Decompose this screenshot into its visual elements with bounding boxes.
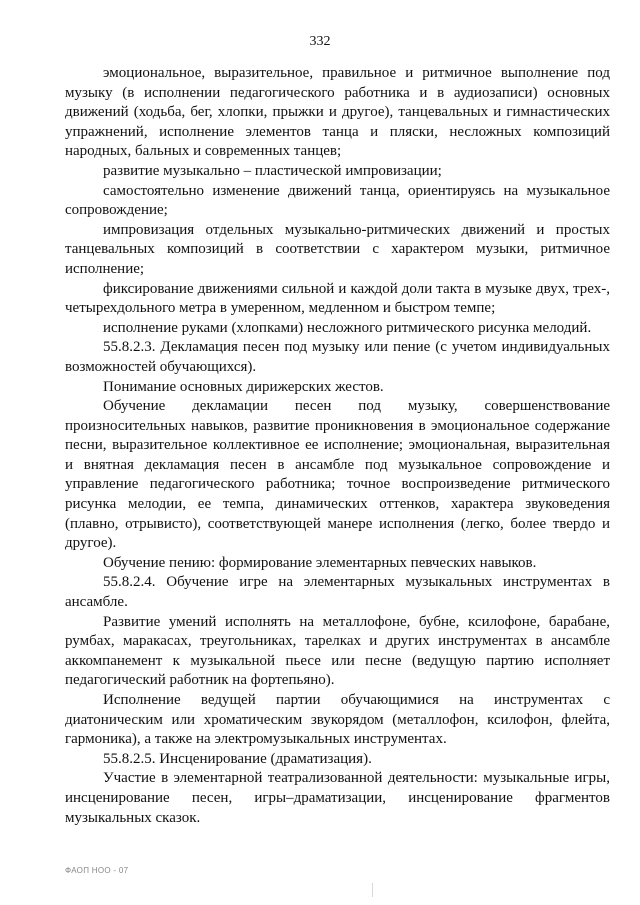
paragraph-singing-training: Обучение пению: формирование элементарных певческих навыков. (103, 554, 537, 571)
paragraph-lead-part: Исполнение ведущей партии обучающимися на инструментах с диатоническим или хроматическим звукорядом (металлофон, ксилофон, флейта, гармоника), а также на электромузыкальных инструментах. (65, 692, 610, 748)
scan-artifact (372, 883, 373, 897)
page-number: 332 (309, 34, 331, 49)
paragraph-conductor-gestures: Понимание основных дирижерских жестов. (103, 378, 384, 395)
paragraph-improvisation: развитие музыкально – пластической импровизации; (103, 162, 442, 179)
section-heading-dramatization: 55.8.2.5. Инсценирование (драматизация). (103, 750, 372, 767)
paragraph-theatre-activity: Участие в элементарной театрализованной деятельности: музыкальные игры, инсценирование песен, игры–драматизации, инсценирование фрагментов музыкальных сказок. (65, 770, 610, 826)
paragraph-meter-fixing: фиксирование движениями сильной и каждой доли такта в музыке двух, трех-, четырехдольного метра в умеренном, медленном и быстром темпе; (65, 280, 610, 317)
document-body (65, 64, 610, 828)
paragraph-dance-change: самостоятельно изменение движений танца, ориентируясь на музыкальное сопровождение; (65, 182, 610, 219)
paragraph-rhythmic-improvisation: импровизация отдельных музыкально-ритмических движений и простых танцевальных композиций в соответствии с характером музыки, ритмичное исполнение; (65, 221, 610, 277)
paragraph-movements: эмоциональное, выразительное, правильное и ритмичное выполнение под музыку (в исполнении педагогического работника и в аудиозаписи) основных движений (ходьба, бег, хлопки, прыжки и другое), танцевальных и гимнастических упражнений, исполнение элементов танца и пляски, несложных композиций народных, бальных и современных танцев; (65, 65, 610, 160)
footer-document-code: ФАОП НОО - 07 (65, 866, 129, 875)
section-heading-declamation: 55.8.2.3. Декламация песен под музыку или пение (с учетом индивидуальных возможностей обучающихся). (65, 339, 610, 375)
section-heading-instruments: 55.8.2.4. Обучение игре на элементарных музыкальных инструментах в ансамбле. (65, 574, 610, 611)
paragraph-declamation-training: Обучение декламации песен под музыку, совершенствование произносительных навыков, развитие проникновения в эмоциональное содержание песни, выразительное коллективное ее исполнение; эмоциональная, выразительная и внятная декламация песен в ансамбле под музыкальное сопровождение и управление педагогического работника; точное воспроизведение ритмического рисунка мелодии, ее темпа, динамических оттенков, характера звуковедения (плавно, отрывисто), соответствующей манере исполнения (легко, более твердо и другое). (65, 398, 610, 552)
paragraph-clapping: исполнение руками (хлопками) несложного ритмического рисунка мелодий. (103, 319, 592, 336)
paragraph-ensemble-skills: Развитие умений исполнять на металлофоне, бубне, ксилофоне, барабане, румбах, маракасах, треугольниках, тарелках и других инструментах в ансамбле аккомпанемент к музыкальной пьесе или песне (ведущую партию исполняет педагогический работник на фортепьяно). (65, 613, 610, 689)
